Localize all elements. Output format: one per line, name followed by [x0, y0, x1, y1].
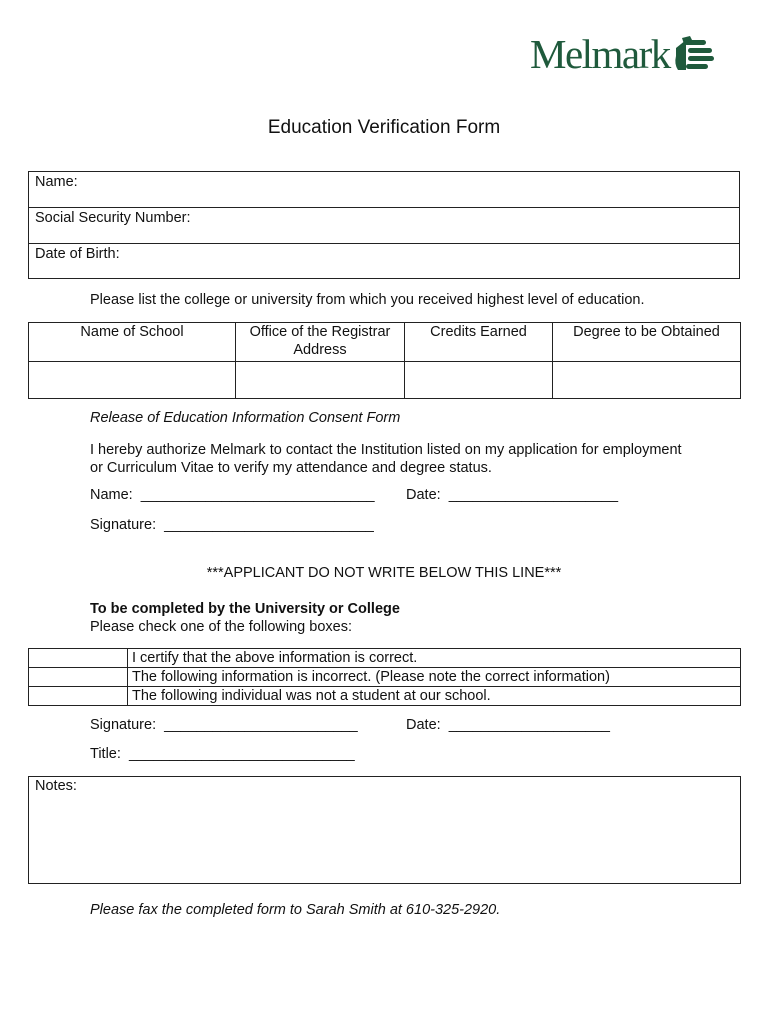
logo-text: Melmark — [530, 30, 670, 77]
notes-label: Notes: — [35, 778, 77, 794]
consent-name-field[interactable]: Name: _____________________________ — [90, 487, 375, 503]
table-row — [29, 362, 741, 399]
name-label: Name: — [35, 174, 78, 190]
checkbox-incorrect[interactable] — [29, 668, 128, 687]
applicant-info-box — [28, 171, 740, 279]
verifier-title-field[interactable]: Title: ____________________________ — [90, 746, 355, 762]
checkbox-correct[interactable] — [29, 649, 128, 668]
credits-earned-cell[interactable] — [405, 362, 553, 399]
authorization-text: I hereby authorize Melmark to contact the Institution listed on my application for employment or Curriculum Vitae to verify my attendance and degree status. — [90, 442, 682, 476]
consent-date-field[interactable]: Date: _____________________ — [406, 487, 619, 503]
degree-header: Degree to be Obtained — [553, 323, 741, 362]
registrar-address-cell[interactable] — [236, 362, 405, 399]
ssn-field[interactable] — [29, 208, 739, 244]
school-name-cell[interactable] — [29, 362, 236, 399]
university-section-title: To be completed by the University or College — [90, 601, 400, 617]
applicant-warning: ***APPLICANT DO NOT WRITE BELOW THIS LINE*** — [206, 565, 562, 581]
hand-icon — [672, 34, 716, 74]
degree-cell[interactable] — [553, 362, 741, 399]
credits-earned-header: Credits Earned — [405, 323, 553, 362]
verifier-signature-field[interactable]: Signature: ________________________ — [90, 717, 358, 733]
verification-checkbox-table — [28, 648, 741, 706]
form-title: Education Verification Form — [267, 117, 501, 138]
option-incorrect-label: The following information is incorrect. (Please note the correct information) — [128, 668, 741, 687]
checkbox-not-student[interactable] — [29, 687, 128, 706]
school-instruction: Please list the college or university from which you received highest level of education. — [90, 292, 645, 308]
table-row — [29, 687, 741, 706]
melmark-logo — [530, 30, 740, 78]
option-correct-label: I certify that the above information is correct. — [128, 649, 741, 668]
option-not-student-label: The following individual was not a student at our school. — [128, 687, 741, 706]
dob-label: Date of Birth: — [35, 246, 120, 262]
verifier-date-field[interactable]: Date: ____________________ — [406, 717, 610, 733]
name-field[interactable] — [29, 172, 739, 208]
notes-box[interactable] — [28, 776, 741, 884]
dob-field[interactable] — [29, 244, 739, 280]
ssn-label: Social Security Number: — [35, 210, 191, 226]
check-instruction: Please check one of the following boxes: — [90, 619, 352, 635]
school-table — [28, 322, 741, 399]
table-row — [29, 668, 741, 687]
table-row — [29, 649, 741, 668]
school-name-header: Name of School — [29, 323, 236, 362]
release-title: Release of Education Information Consent Form — [90, 410, 401, 426]
fax-instruction: Please fax the completed form to Sarah Smith at 610-325-2920. — [90, 902, 501, 918]
registrar-address-header: Office of the Registrar Address — [236, 323, 405, 362]
consent-signature-field[interactable]: Signature: __________________________ — [90, 517, 374, 533]
